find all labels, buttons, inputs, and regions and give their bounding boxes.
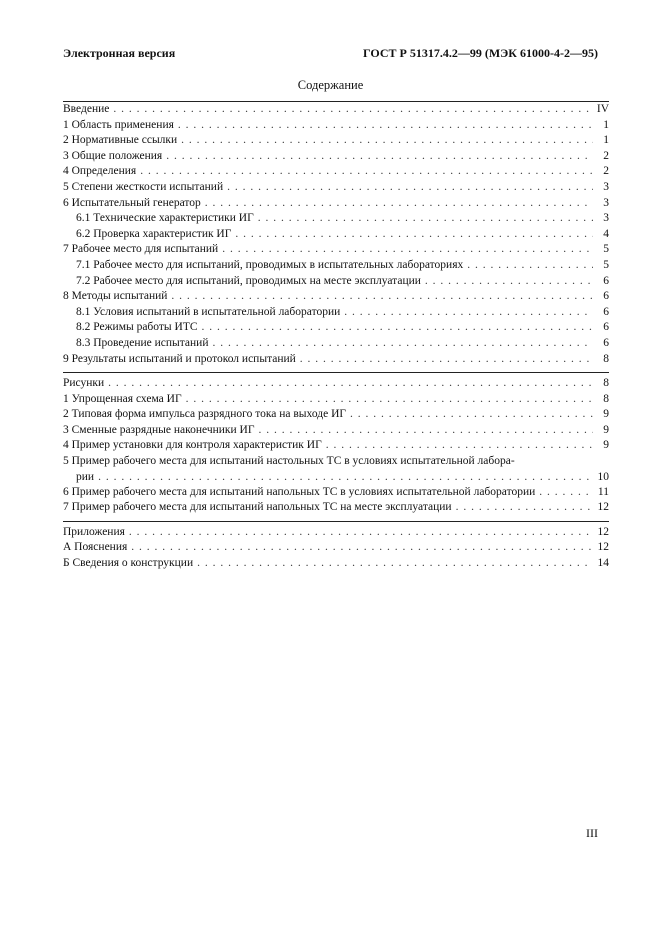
toc-entry-label: 1 Упрощенная схема ИГ (63, 392, 182, 405)
toc-entry-page: 5 (603, 258, 609, 271)
page-title: Содержание (297, 78, 364, 92)
toc-entry-page: 2 (603, 149, 609, 162)
toc-entry-label: А Пояснения (63, 541, 128, 554)
toc-entry[interactable] (63, 392, 609, 408)
toc-entry-label: 2 Типовая форма импульса разрядного тока на выходе ИГ (63, 408, 347, 421)
toc-leader-dots (140, 164, 593, 180)
toc-entry[interactable] (63, 227, 609, 243)
toc-entry[interactable] (63, 423, 609, 439)
toc-entry[interactable] (63, 352, 609, 368)
toc-entry-page: 12 (597, 501, 609, 514)
toc-entry-label: 6 Испытательный генератор (63, 196, 201, 209)
toc-leader-dots (171, 289, 593, 305)
toc-leader-dots (326, 438, 593, 454)
toc-entry-page: 3 (603, 196, 609, 209)
toc-entry[interactable] (63, 470, 609, 485)
toc-entry[interactable] (63, 320, 609, 336)
toc-entry-page: 3 (603, 180, 609, 193)
toc-entry-label: 1 Область применения (63, 118, 174, 131)
toc-entry[interactable] (63, 149, 609, 165)
toc-entry[interactable] (63, 454, 609, 470)
toc-entry-page: 12 (597, 525, 609, 538)
toc-leader-dots (235, 227, 593, 243)
toc-entry-label: 3 Общие положения (63, 149, 163, 162)
toc-entry[interactable] (63, 133, 609, 149)
toc-entry-label: 5 Пример рабочего места для испытаний настольных ТС в условиях испытательной лабора- (63, 455, 515, 468)
toc-leader-dots (205, 196, 593, 212)
toc-entry-label: 2 Нормативные ссылки (63, 134, 178, 147)
toc-leader-dots (456, 500, 593, 516)
toc-entry[interactable] (63, 485, 609, 501)
toc-entry-page: 8 (603, 352, 609, 365)
section-divider (63, 372, 609, 373)
toc-entry[interactable] (63, 164, 609, 180)
toc-entry-page: 5 (603, 243, 609, 256)
toc-leader-dots (213, 336, 594, 352)
toc-leader-dots (186, 392, 593, 408)
toc-leader-dots (467, 258, 593, 274)
toc-entry[interactable] (63, 180, 609, 196)
toc-entry[interactable] (63, 258, 609, 274)
table-of-contents (63, 102, 609, 572)
toc-entry-page: 8 (603, 392, 609, 405)
toc-leader-dots (131, 540, 593, 556)
toc-entry-label: 6.2 Проверка характеристик ИГ (76, 227, 232, 240)
toc-entry-label: 8.1 Условия испытаний в испытательной лаборатории (76, 305, 341, 318)
toc-entry[interactable] (63, 305, 609, 321)
toc-entry-label: 8.3 Проведение испытаний (76, 336, 209, 349)
toc-entry-page: 3 (603, 212, 609, 225)
toc-entry-label: Б Сведения о конструкции (63, 557, 194, 570)
toc-entry-page: 9 (603, 423, 609, 436)
toc-entry[interactable] (63, 525, 609, 541)
toc-leader-dots (129, 525, 593, 541)
toc-entry[interactable] (63, 556, 609, 572)
toc-leader-dots (202, 320, 593, 336)
toc-entry-page: 10 (597, 470, 609, 483)
toc-entry-page: 6 (603, 321, 609, 334)
header-left: Электронная версия (63, 46, 176, 60)
toc-leader-dots (197, 556, 593, 572)
toc-leader-dots (181, 133, 593, 149)
toc-entry-label: Приложения (63, 525, 125, 538)
toc-leader-dots (258, 211, 593, 227)
toc-entry-page: 4 (603, 227, 609, 240)
toc-entry[interactable] (63, 242, 609, 258)
toc-entry[interactable] (63, 407, 609, 423)
toc-entry-label: 6 Пример рабочего места для испытаний напольных ТС в условиях испытательной лаборатории (63, 485, 536, 498)
toc-entry[interactable] (63, 540, 609, 556)
toc-entry-label: 9 Результаты испытаний и протокол испытаний (63, 352, 296, 365)
toc-entry-label: 3 Сменные разрядные наконечники ИГ (63, 423, 255, 436)
toc-entry-page: 6 (603, 290, 609, 303)
toc-entry-page: 2 (603, 165, 609, 178)
section-divider (63, 521, 609, 522)
toc-entry-label: 7.2 Рабочее место для испытаний, проводимых на месте эксплуатации (76, 274, 421, 287)
toc-entry-page: 11 (597, 485, 609, 498)
toc-leader-dots (300, 352, 593, 368)
toc-entry[interactable] (63, 336, 609, 352)
toc-entry[interactable] (63, 196, 609, 212)
toc-entry-label: 7.1 Рабочее место для испытаний, проводимых в испытательных лабораториях (76, 258, 464, 271)
toc-entry-page: 12 (597, 541, 609, 554)
toc-leader-dots (227, 180, 593, 196)
page-number: III (586, 826, 598, 840)
toc-entry-label: 4 Определения (63, 165, 137, 178)
toc-entry-label: Рисунки (63, 377, 105, 390)
toc-entry[interactable] (63, 289, 609, 305)
toc-entry-page: IV (596, 103, 609, 115)
toc-leader-dots (259, 423, 594, 439)
toc-entry[interactable] (63, 274, 609, 290)
toc-entry[interactable] (63, 438, 609, 454)
toc-entry[interactable] (63, 211, 609, 227)
toc-entry[interactable] (63, 118, 609, 134)
toc-leader-dots (425, 274, 593, 290)
toc-leader-dots (108, 376, 593, 392)
toc-entry[interactable] (63, 500, 609, 516)
toc-entry-label: 7 Рабочее место для испытаний (63, 243, 219, 256)
toc-entry-label: 6.1 Технические характеристики ИГ (76, 212, 254, 225)
toc-entry-page: 6 (603, 336, 609, 349)
toc-entry-label: 8 Методы испытаний (63, 290, 168, 303)
toc-entry-page: 8 (603, 377, 609, 390)
toc-entry-label: 5 Степени жесткости испытаний (63, 180, 224, 193)
toc-leader-dots (350, 407, 593, 423)
toc-entry-label: 4 Пример установки для контроля характеристик ИГ (63, 439, 322, 452)
toc-entry-page: 1 (603, 118, 609, 131)
toc-leader-dots (222, 242, 593, 258)
toc-entry-page: 9 (603, 408, 609, 421)
toc-entry-label: 8.2 Режимы работы ИТС (76, 321, 198, 334)
toc-entry[interactable] (63, 376, 609, 392)
toc-entry[interactable] (63, 102, 609, 118)
toc-entry-page: 6 (603, 305, 609, 318)
toc-entry-page: 9 (603, 439, 609, 452)
toc-entry-label: рии (76, 470, 95, 483)
toc-entry-label: 7 Пример рабочего места для испытаний напольных ТС на месте эксплуатации (63, 501, 452, 514)
toc-leader-dots (178, 118, 593, 134)
toc-leader-dots (113, 102, 593, 118)
header-right: ГОСТ Р 51317.4.2—99 (МЭК 61000-4-2—95) (363, 46, 598, 60)
toc-entry-label: Введение (63, 103, 110, 115)
toc-leader-dots (98, 470, 593, 485)
toc-leader-dots (166, 149, 593, 165)
toc-entry-page: 6 (603, 274, 609, 287)
toc-entry-page: 1 (603, 134, 609, 147)
toc-entry-page: 14 (597, 557, 609, 570)
toc-leader-dots (344, 305, 593, 321)
toc-leader-dots (539, 485, 593, 501)
